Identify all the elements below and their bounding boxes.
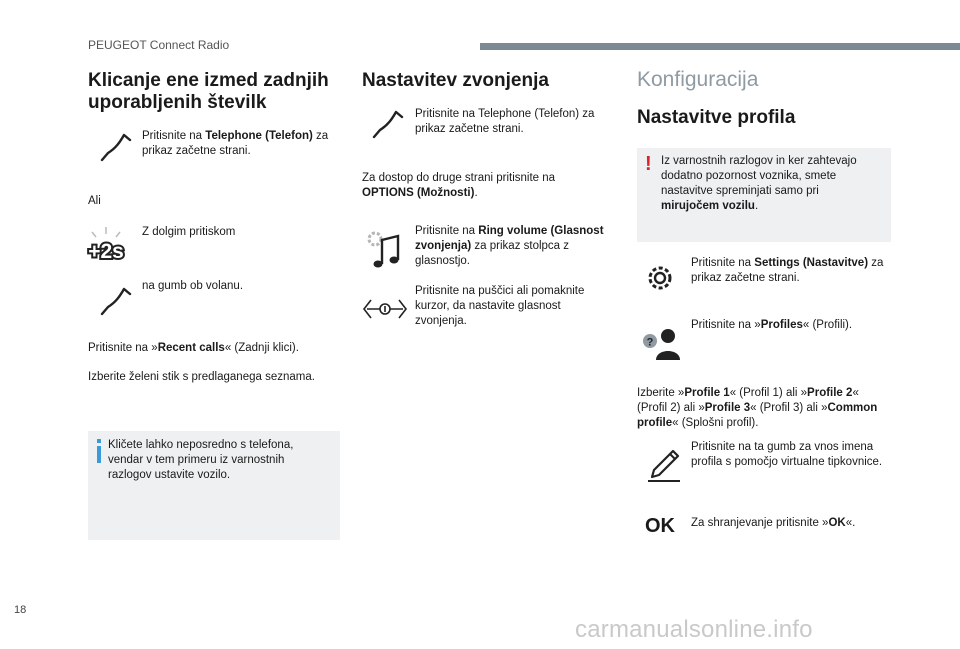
select-profile-text: Izberite »Profile 1« (Profil 1) ali »Profile 2« (Profil 2) ali »Profile 3« (Profil 3) ali »Common profile« (Splošni profil). (637, 387, 878, 429)
info-text: Kličete lahko neposredno s telefona, vendar v tem primeru iz varnostnih razlogov ustavite vozilo. (108, 439, 294, 481)
section-heading-recent-calls: Klicanje ene izmed zadnjih uporabljenih številk (88, 70, 329, 113)
section-heading-profile: Nastavitve profila (637, 107, 796, 128)
warning-text: Iz varnostnih razlogov in ker zahtevajo dodatno pozornost voznika, smete nastavitve spreminjati samo pri mirujočem vozilu. (661, 155, 857, 212)
info-icon (94, 439, 104, 463)
music-settings-icon (364, 228, 408, 272)
recent-calls-text: Pritisnite na »Recent calls« (Zadnji klici). (88, 342, 299, 354)
svg-text:?: ? (646, 336, 654, 349)
phone-icon (94, 280, 138, 324)
step-phone-text: Pritisnite na Telephone (Telefon) za prikaz začetne strani. (142, 130, 329, 157)
phone-icon (94, 126, 138, 170)
info-box (88, 431, 340, 540)
step-telephone-text: Pritisnite na Telephone (Telefon) za prikaz začetne strani. (415, 108, 595, 135)
warning-box (637, 148, 891, 242)
ok-icon: OK (645, 515, 675, 537)
step-long-press-text: Z dolgim pritiskom (142, 226, 236, 238)
header-bar (480, 43, 960, 50)
long-press-label: +2s (88, 240, 124, 263)
long-press-icon (82, 224, 130, 268)
volume-slider-icon (362, 294, 408, 324)
profile-icon (640, 322, 684, 362)
step-profiles-text: Pritisnite na »Profiles« (Profili). (691, 319, 853, 331)
warning-icon: ! (645, 153, 652, 175)
section-heading-ringtone: Nastavitev zvonjenja (362, 70, 549, 91)
step-steering-text: na gumb ob volanu. (142, 280, 244, 292)
gear-icon (644, 262, 676, 294)
section-heading-configuration: Konfiguracija (637, 68, 759, 91)
step-ring-volume-text: Pritisnite na Ring volume (Glasnost zvonjenja) za prikaz stolpca z glasnostjo. (415, 225, 604, 267)
or-label: Ali (88, 195, 101, 207)
step-volume-text: Pritisnite na puščici ali pomaknite kurzor, da nastavite glasnost zvonjenja. (415, 285, 585, 327)
options-text: Za dostop do druge strani pritisnite na OPTIONS (Možnosti). (362, 172, 556, 199)
step-rename-text: Pritisnite na ta gumb za vnos imena profila s pomočjo virtualne tipkovnice. (691, 441, 883, 468)
pencil-icon (642, 443, 686, 487)
select-contact-text: Izberite želeni stik s predlaganega seznama. (88, 371, 315, 383)
page-number: 18 (14, 604, 27, 616)
step-settings-text: Pritisnite na Settings (Nastavitve) za prikaz začetne strani. (691, 257, 884, 284)
running-header: PEUGEOT Connect Radio (88, 38, 230, 52)
phone-icon (366, 103, 410, 147)
watermark: carmanualsonline.info (575, 616, 813, 643)
step-ok-text: Za shranjevanje pritisnite »OK«. (691, 517, 856, 529)
